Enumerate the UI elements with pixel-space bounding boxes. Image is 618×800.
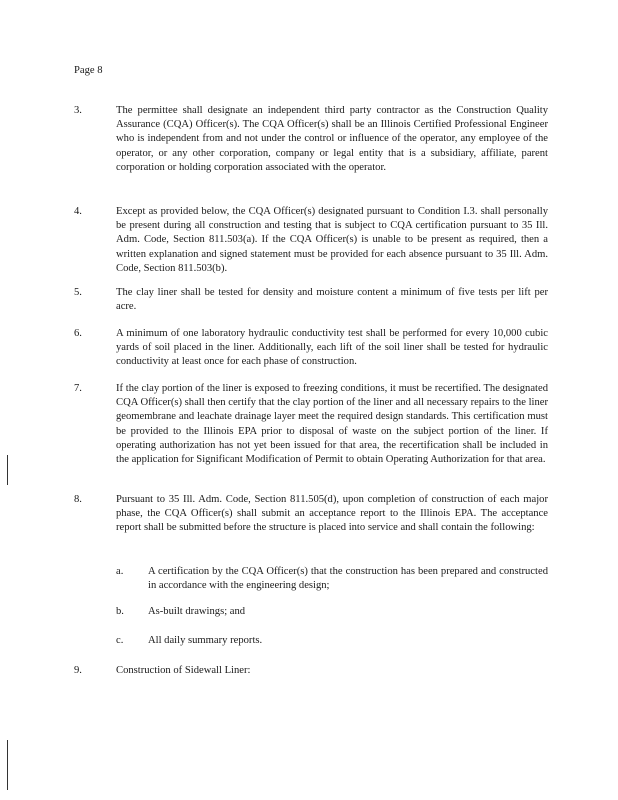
item-text: Except as provided below, the CQA Officer(s) designated pursuant to Condition I.3. shall personally be present during all construction and testing that is subject to CQA certification pursuant to 35 Ill. Adm. Code, Section 811.503(a). If the CQA Officer(s) is unable to be present as required, then a written explanation and signed statement must be provided for each absence pursuant to 35 Ill. Adm. Code, Section 811.503(b). bbox=[116, 206, 548, 274]
item-number: 5. bbox=[74, 287, 82, 298]
sub-list-item bbox=[116, 634, 548, 648]
list-item bbox=[74, 286, 548, 314]
list-item bbox=[74, 104, 548, 175]
item-number: 7. bbox=[74, 383, 82, 394]
page-number: Page 8 bbox=[74, 65, 103, 76]
sub-item-letter: c. bbox=[116, 635, 124, 646]
sub-item-text: A certification by the CQA Officer(s) that the construction has been prepared and constructed in accordance with the engineering design; bbox=[148, 566, 548, 592]
item-number: 8. bbox=[74, 494, 82, 505]
sub-item-text: All daily summary reports. bbox=[148, 635, 263, 646]
sub-item-text: As-built drawings; and bbox=[148, 606, 246, 617]
item-number: 3. bbox=[74, 105, 82, 116]
item-number: 9. bbox=[74, 665, 82, 676]
list-item bbox=[74, 664, 548, 678]
margin-scan-mark bbox=[7, 740, 8, 790]
margin-scan-mark bbox=[7, 455, 8, 485]
sub-list-item bbox=[116, 565, 548, 593]
item-text: If the clay portion of the liner is exposed to freezing conditions, it must be recertified. The designated CQA Officer(s) shall then certify that the clay portion of the liner and all necessary repairs to the liner geomembrane and leachate drainage layer meet the required design standards. This certification must be provided to the Illinois EPA prior to disposal of waste on the subject portion of the liner. If operating authorization has not yet been issued for that area, the recertification shall be included in the application for Significant Modification of Permit to obtain Operating Authorization for that area. bbox=[116, 383, 548, 466]
list-item bbox=[74, 382, 548, 467]
sub-list-item bbox=[116, 605, 548, 619]
list-item bbox=[74, 493, 548, 536]
sub-item-letter: a. bbox=[116, 566, 124, 577]
sub-item-letter: b. bbox=[116, 606, 124, 617]
item-text: A minimum of one laboratory hydraulic conductivity test shall be performed for every 10,000 cubic yards of soil placed in the liner. Additionally, each lift of the soil liner shall be tested for hydraulic conductivity at least once for each phase of construction. bbox=[116, 328, 548, 368]
list-item bbox=[74, 327, 548, 370]
item-text: The clay liner shall be tested for density and moisture content a minimum of five tests per lift per acre. bbox=[116, 287, 548, 313]
list-item bbox=[74, 205, 548, 276]
item-text: The permittee shall designate an independent third party contractor as the Construction Quality Assurance (CQA) Officer(s). The CQA Officer(s) shall be an Illinois Certified Professional Engineer who is independent from and not under the control or influence of the operator, any employee of the operator, or any other corporation, company or legal entity that is a subsidiary, affiliate, parent corporation or holding corporation associated with the operator. bbox=[116, 105, 548, 173]
item-number: 4. bbox=[74, 206, 82, 217]
item-number: 6. bbox=[74, 328, 82, 339]
item-text: Construction of Sidewall Liner: bbox=[116, 665, 251, 676]
item-text: Pursuant to 35 Ill. Adm. Code, Section 811.505(d), upon completion of construction of each major phase, the CQA Officer(s) shall submit an acceptance report to the Illinois EPA. The acceptance report shall be submitted before the structure is placed into service and shall contain the following: bbox=[116, 494, 548, 534]
